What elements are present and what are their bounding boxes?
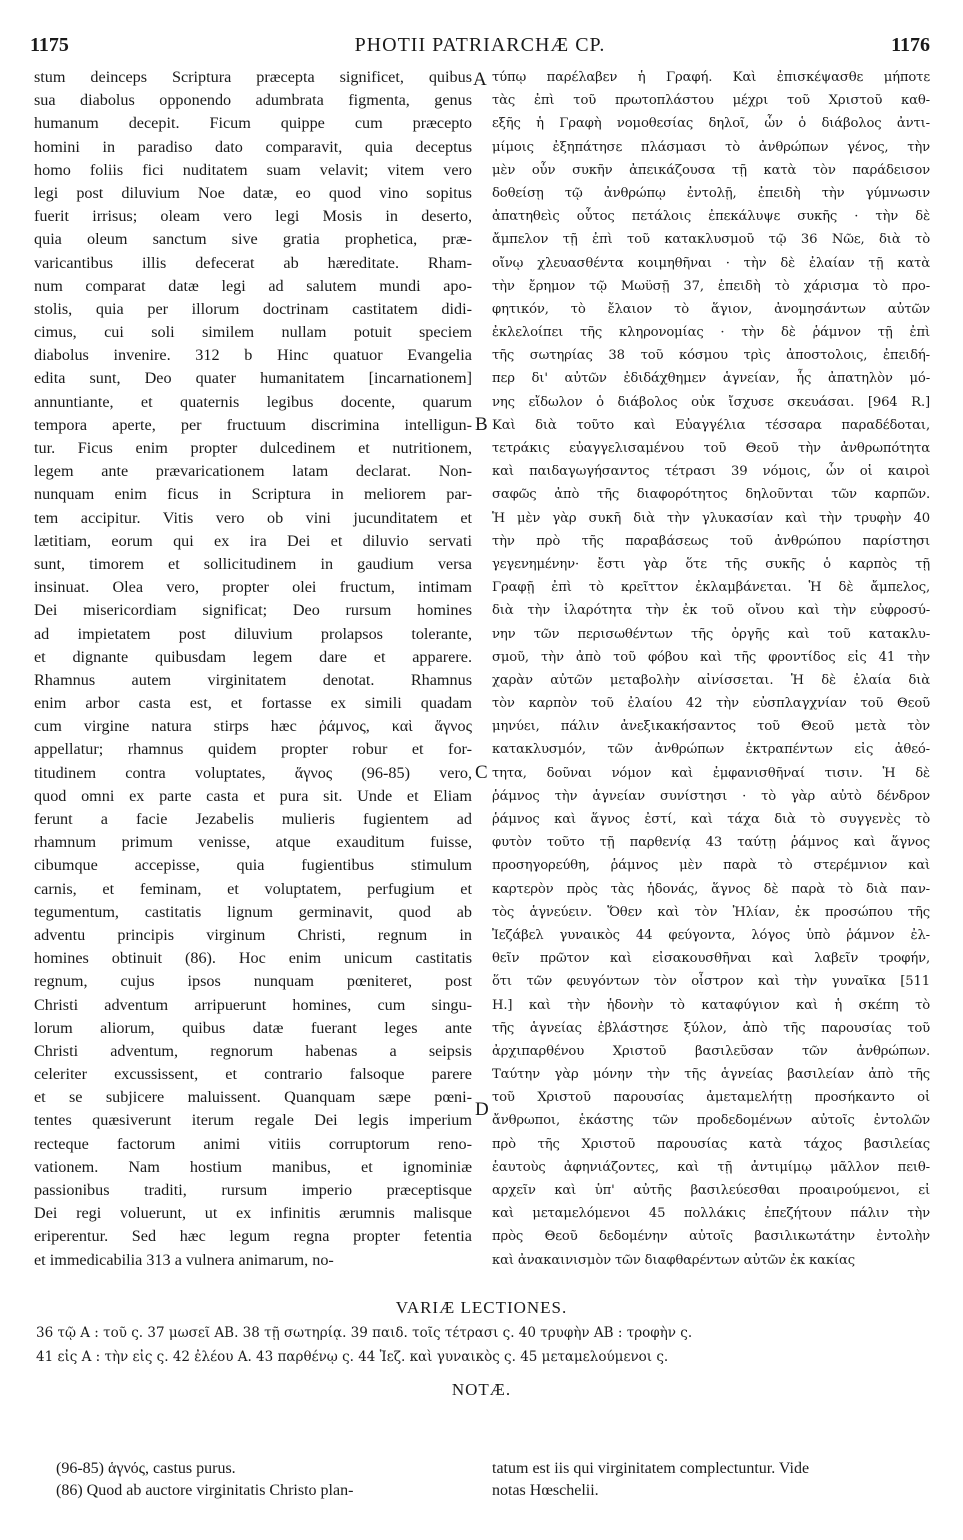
note-86-end: notas Hœschelii. [492,1482,599,1499]
latin-text-line: Dei regi voluerunt, ut ex infinitis ærumnis malisque [34,1204,472,1223]
notae-right [492,1458,932,1502]
greek-text-line: τῆς σωτηρίας 38 τοῦ κόσμου τρὶς ἀποστολοις, ἐπειδή- [492,348,930,364]
greek-text-line: νην τῶν περισωθέντων τῆς ὀργῆς καὶ τοῦ κατακλυ- [492,626,930,642]
latin-text-line: varicantibus illis defecerat ab hæreditate. Rham- [34,253,472,272]
greek-text-line: ῥάμνος τὴν ἁγνείαν συνίστησι · τὸ γὰρ αὐτὸ δένδρον [492,788,930,804]
latin-text-line: et immedicabilia 313 a vulnera animarum, no- [34,1250,334,1269]
note-86-continued: tatum est iis qui virginitatem complectuntur. Vide [492,1460,810,1477]
greek-text-line: νης εἴδωλον ὁ διάβολος οὐκ ἴσχυσε σκευάσαι. [964 R.] [492,394,930,410]
page-header [30,34,930,64]
section-marker-b: B [475,414,488,435]
latin-text-line: sua diabolus opponendo adumbrata figmenta, genus [34,91,472,110]
greek-text-line: τῆς ἁγνείας ἐβλάστησε ξύλον, ἀπὸ τῆς παρουσίας τοῦ [492,1020,930,1036]
latin-text-line: homini in paradiso dato comparavit, quia deceptus [34,137,472,156]
greek-text-line: κατακλυσμόν, τῶν ἀνθρώπων ἐκτραπέντων εἰς ἀθεό- [492,742,930,758]
latin-text-line: carnis, et feminam, et voluptatem, perfugium et [34,879,472,898]
latin-text-line: et se subjicere maluissent. Quanquam sæpe pœni- [34,1088,472,1107]
latin-text-line: sunt, timorem et sollicitudinem in gaudium versa [34,554,472,573]
greek-text-line: καὶ παιδαγωγήσαντος τέτρασι 39 νόμοις, ὧν οἱ καιροὶ [492,464,930,480]
latin-text-line: Rhamnus autem virginitatem denotat. Rhamnus [34,670,472,689]
page-number-right: 1176 [891,34,930,56]
greek-text-line: ἀπατηθεὶς οὗτος πετάλοις ἐπεκάλυψε συκῆς · τὴν δὲ [492,209,930,225]
latin-text-line: legem ante prævaricationem latam declarat. Non- [34,462,472,481]
latin-text-line: enim arbor casta est, et fortasse ex simili quadam [34,694,472,713]
greek-text-line: τὴν ἔρημον τῷ Μωϋσῇ 37, ἐπειδὴ τὸ χάρισμα τὸ προ- [492,278,930,294]
greek-text-line: θεῖν πρῶτον καὶ εἰσακουσθῆναι καὶ λαβεῖν τροφήν, [492,951,930,967]
greek-text-line: ἄνθρωποι, ἑκάστης τῶν προδεδομένων αὐτοῖς ἐντολῶν [492,1113,930,1129]
latin-text-line: recteque factorum animi vitiis corruptorum reno- [34,1134,472,1153]
latin-text-line: regnum, cujus ipsos nunquam pœniteret, post [34,972,472,991]
latin-text-line: celeriter excussissent, et contrario falsoque parere [34,1065,472,1084]
latin-text-line: tentes quæsiverunt iterum regale Dei legis imperium [34,1111,472,1130]
latin-text-line: stolis, quia per illorum doctrinam castitatem didi- [34,299,472,318]
greek-text-line: τύπῳ παρέλαβεν ἡ Γραφή. Καὶ ἐπισκέψασθε μήποτε [492,70,930,85]
greek-text-line: ἐκλελοίπει τῆς κληρονομίας · τὴν δὲ ῥάμνον τῇ ἐπὶ [492,325,930,341]
latin-text-line: diabolus invenire. 312 b Hinc quatuor Evangelia [34,346,472,365]
greek-text-line: αρχεῖν καὶ ὑπ' αὐτῆς βασιλεύεσθαι προαιρούμενοι, εἰ [492,1183,930,1198]
greek-text-line: γεγενημένην· ἔστι γὰρ ὅτε τῆς συκῆς ὁ καρπὸς τῇ [492,556,930,572]
latin-text-line: Christi adventum, regnorum habenas a seipsis [34,1041,472,1060]
latin-text-line: appellatur; rhamnus quidem propter robur et for- [34,740,472,759]
latin-text-line: fuerit irrisus; oleam vero legi Mosis in deserto, [34,207,472,226]
greek-text-line: Ταύτην γὰρ μόνην τὴν τῆς ἁγνείας βασιλείαν ἀπὸ τῆς [492,1067,930,1083]
latin-text-line: Christi adventum arripuerunt homines, cum singu- [34,995,472,1014]
latin-text-line: annuntiante, et quaternis legibus docente, quarum [34,392,472,411]
greek-text-line: H.] καὶ τὴν ἡδονὴν τὸ καταφύγιον καὶ ἡ σκέπη τὸ [492,997,930,1013]
latin-text-line: adventu principis virginum Christi, regnum in [34,925,472,944]
greek-text-line: πρὸς Θεοῦ δεδομένην αὐτοῖς βασιλικωτάτην ἐντολὴν [492,1229,930,1245]
latin-text-line: titudinem contra voluptates, ἅγνος (96-85) vero, [34,763,472,782]
greek-text-line: δοθείσῃ τῷ ἀνθρώπῳ ἐντολῇ, ἐπειδὴ τὴν γύμνωσιν [492,185,930,201]
latin-text-line: tur. Ficus enim propter dulcedinem et nutritionem, [34,439,472,457]
variae-lectiones-title: VARIÆ LECTIONES. [395,1298,568,1317]
greek-text-line: καὶ μεταμελόμενοι 45 πολλάκις ἐπεζήτουν πάλιν τὴν [492,1206,930,1222]
greek-text-line: σαφῶς ἀπὸ τῆς διαφορότητος δηλοῦνται τῶν καρπῶν. [492,487,930,503]
latin-text-line: stum deinceps Scriptura præcepta significet, quibus [34,68,472,86]
latin-text-line: homines obtinuit (86). Hoc enim unicum castitatis [34,949,472,968]
latin-text-line: eriperentur. Sed hæc legum regna propter fetentia [34,1227,472,1246]
greek-text-line: εξῆς ἡ Γραφὴ νομοθεσίας δηλοῖ, ὧν ὁ διάβολος ἀντι- [492,116,930,132]
greek-text-line: ἀρχιπαρθένου Χριστοῦ βασιλεῦσαν τῶν ἀνθρώπων. [492,1043,930,1059]
latin-text-line: lorum aliorum, quibus datæ fuerant leges ante [34,1018,472,1037]
latin-text-line: cimus, cui soli similem nullam potuit speciem [34,323,472,342]
greek-text-line: σμοῦ, τὴν ἀπὸ τοῦ φόβου καὶ τῆς φροντίδος εἰς 41 τὴν [492,649,930,665]
greek-text-line: μηνύει, πάλιν ἀνεξικακήσαντος τοῦ Θεοῦ μετὰ τὸν [492,719,930,735]
running-title: PHOTII PATRIARCHÆ CP. [354,34,606,56]
greek-text-line: ἑαυτοὺς ἀφηνιάζοντες, καὶ τῇ ἀντιμίμῳ μᾶλλον πειθ- [492,1159,930,1175]
latin-text-line: quod omni ex parte casta et pura sit. Unde et Eliam [34,786,472,805]
latin-text-line: edita sunt, Deo quater humanitatem [incarnationem] [34,369,472,388]
latin-text-line: tegumentum, castitatis lignum germinavit, quod ab [34,902,472,921]
greek-text-line: τὴν πρὸ τῆς παραβάσεως τοῦ ἀνθρώπου παρίστησι [492,533,930,549]
latin-text-line: humanum decepit. Ficum quippe cum præcepto [34,114,472,133]
note-96-85: (96-85) ἁγνός, castus purus. [56,1460,236,1477]
greek-text-line: ἄμπελον τῇ ἐπὶ τοῦ κατακλυσμοῦ τῷ 36 Νῶε, διὰ τὸ [492,232,930,248]
greek-text-line: ὅτι τῶν φευγόντων τὸν οἶστρον καὶ τὴν γυναῖκα [511 [492,974,930,990]
latin-text-line: vationem. Nam hostium manibus, et ignominiæ [34,1157,472,1176]
section-marker-d: D [475,1099,489,1120]
greek-text-line: τετράκις εὐαγγελισαμένου τοῦ Θεοῦ τὴν ἀνθρωπότητα [492,441,930,456]
greek-text-line: φυτὸν τοῦτο τῇ παρθενίᾳ 43 ταύτῃ ῥάμνος καὶ ἅγνος [492,835,930,851]
latin-text-line: num comparat datæ legi ad salutem mundi apo- [34,276,472,295]
note-86: (86) Quod ab auctore virginitatis Christo plan- [56,1482,354,1499]
latin-text-line: passionibus traditi, rursum imperio præceptisque [34,1181,472,1199]
page-number-left: 1175 [30,34,69,56]
greek-text-line: καὶ ἀνακαινισμὸν τῶν διαφθαρέντων αὐτῶν ἐκ κακίας [492,1252,855,1268]
latin-text-line: nunquam enim ficus in Scriptura in meliorem par- [34,485,472,504]
greek-text-line: μίμοις ἐξηπάτησε πλάσμασι τὸ ἀνθρώπων γένος, τὴν [492,139,930,155]
greek-text-line: Ἰεζάβελ γυναικὸς 44 φεύγοντα, λόγος ὑπὸ ῥάμνον ἐλ- [492,927,930,943]
notae-title: NOTÆ. [451,1380,512,1399]
greek-text-line: πρὸ τῆς Χριστοῦ παρουσίας κατὰ τάχος βασιλείας [492,1136,930,1152]
greek-text-line: μὲν οὖν συκῆν ἀπεικάζουσα τῇ κατὰ τὸν παράδεισον [492,162,930,178]
latin-text-line: quia oleum sanctum sive gratia prophetica, præ- [34,230,472,249]
latin-text-line: ad impietatem post diluvium prolapsos tolerante, [34,624,472,643]
greek-text-line: τοῦ Χριστοῦ παρουσίας ἀμεταμελήτῃ προσήκαντο οἱ [492,1090,930,1106]
latin-text-line: legi post diluvium Noe datæ, eo quod vino sopitus [34,183,472,202]
greek-text-line: προσηγορεύθη, ῥάμνος μὲν παρὰ τὸ στερέμνιον καὶ [492,858,930,874]
notae-left [56,1458,476,1502]
latin-text-line: tempora aperte, per fructuum discrimina intelligun- [34,415,472,434]
greek-column [492,66,930,1272]
section-marker-a: A [473,69,487,90]
greek-text-line: τητα, δοῦναι νόμον καὶ ἐμφανισθῆναί τισιν. Ἡ δὲ [492,765,930,781]
latin-text-line: insinuat. Olea vero, propter olei fructum, intimam [34,578,472,597]
variae-line-2: 41 εἰς A : τὴν εἰς ς. 42 ἐλέου A. 43 παρθένῳ ς. 44 Ἰεζ. καὶ γυναικὸς ς. 45 μεταμελούμενοι ς. [36,1349,669,1365]
latin-text-line: lætitiam, eorum qui ex ira Dei et diluvio servati [34,531,472,550]
latin-text-line: rhamnum primum venisse, atque exauditum fuisse, [34,833,472,852]
greek-text-line: τὸς ἁγνεύειν. Ὅθεν καὶ τὸν Ἠλίαν, ἐκ προσώπου τῆς [492,904,930,920]
greek-text-line: τὸν καρπὸν τοῦ ἐλαίου 42 τὴν εὐσπλαγχνίαν τοῦ Θεοῦ [492,696,930,712]
latin-text-line: cibumque accepisse, quia fugientibus stimulum [34,856,472,875]
greek-text-line: Γραφῇ ἐπὶ τὸ κρεῖττον ἐκλαμβάνεται. Ἡ δὲ ἄμπελος, [492,580,930,596]
latin-text-line: tem accipitur. Vitis vero ob vini jucunditatem et [34,508,472,527]
latin-text-line: cum virgine natura stirps hæc ῥάμνος, καὶ ἅγνος [34,717,472,736]
section-marker-c: C [475,762,488,783]
greek-text-line: ῥάμνος καὶ ἅγνος ἐστί, καὶ τάχα διὰ τὸ συγγενὲς τὸ [492,812,930,827]
greek-text-line: Ἡ μὲν γὰρ συκῆ διὰ τὴν γλυκασίαν καὶ τὴν τρυφὴν 40 [492,510,930,526]
greek-text-line: τὰς ἐπὶ τοῦ πρωτοπλάστου μέχρι τοῦ Χριστοῦ καθ- [492,93,930,109]
latin-text-line: Dei misericordiam significat; Deo rursum homines [34,601,472,620]
latin-column [34,66,472,1272]
greek-text-line: φητικόν, τὸ ἔλαιον τὸ ἅγιον, ἀνομησάντων αὐτῶν [492,301,930,317]
greek-text-line: περ δι' αὐτῶν ἐδιδάχθημεν ἁγνείαν, ἧς ἀπατηλὸν μό- [492,371,930,387]
variae-line-1: 36 τῷ A : τοῦ ς. 37 μωσεῖ AB. 38 τῇ σωτηρίᾳ. 39 παιδ. τοῖς τέτρασι ς. 40 τρυφὴν AB : τροφὴν ς. [36,1325,693,1341]
latin-text-line: ferunt a facie Jezabelis mulieris fugientem ad [34,810,472,828]
greek-text-line: Καὶ διὰ τοῦτο καὶ Εὐαγγέλια τέσσαρα παραδέδοται, [492,417,930,433]
greek-text-line: διὰ τὴν ἱλαρότητα τὴν ἐκ τοῦ οἴνου καὶ τὴν εὐφροσύ- [492,603,930,619]
greek-text-line: χαρὰν αὐτῶν μεταβολὴν αἰνίσσεται. Ἡ δὲ ἐλαία διὰ [492,672,930,688]
greek-text-line: καρτερὸν πρὸς τὰς ἡδονάς, ἅγνος δὲ παρὰ τὸ διὰ παν- [492,881,930,897]
greek-text-line: οἴνῳ χλευασθέντα κοιμηθῆναι · τὴν δὲ ἐλαίαν τῇ κατὰ [492,255,930,271]
latin-text-line: et dignante quibusdam legem dare et apparere. [34,647,472,666]
latin-text-line: homo foliis fici nuditatem suam velavit; vitem vero [34,160,472,179]
